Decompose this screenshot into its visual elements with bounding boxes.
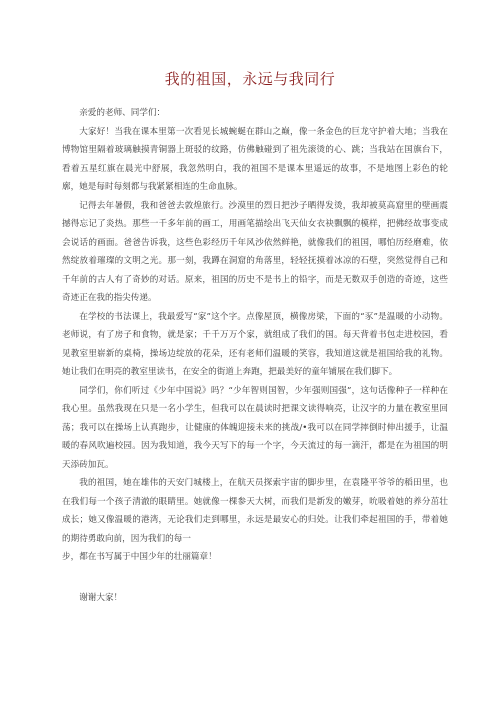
salutation: 亲爱的老师、同学们： <box>79 108 166 118</box>
paragraph-2: 记得去年暑假，我和爸爸去敦煌旅行。沙漠里的烈日把沙子晒得发烫，我却被莫高窟里的壁画震撼得忘记了炎热。那些一千多年前的画工，用画笔描绘出飞天仙女衣袂飘飘的模样，把佛经故事变成会说话的画面。爸爸告诉我，这些色彩经历千年风沙依然鲜艳，就像我们的祖国，哪怕历经磨难，依然绽放着璀璨的文明之光。那一刻，我蹲在洞窟的角落里，轻轻抚摸着冰凉的石壁，突然觉得自己和千年前的古人有了奇妙的对话。原来，祖国的历史不是书上的铅字，而是无数双手创造的奇迹，这些奇迹正在我的指尖传递。 <box>62 200 448 303</box>
paragraph-4: 同学们，你们听过《少年中国说》吗？“少年智则国智，少年强则国强”，这句话像种子一样种在我心里。虽然我现在只是一名小学生，但我可以在晨读时把课文读得响亮，让汉字的力量在教室里回荡；我可以在操场上认真跑步，让健康的体魄迎接未来的挑战/•我可以在同学摔倒时伸出援手，让温暖的春风吹遍校园。因为我知道，我今天写下的每一个字，今天流过的每一滴汗，都是在为祖国的明天添砖加瓦。 <box>62 385 448 470</box>
document-title: 我的祖国，永远与我同行 <box>164 70 336 88</box>
document-body <box>62 104 448 607</box>
paragraph-5: 我的祖国，她在雄伟的天安门城楼上，在航天员探索宇宙的脚步里，在袁隆平爷爷的稻田里，也在我们每一个孩子清澈的眼睛里。她就像一棵参天大树，而我们是新发的嫩芽，吮吸着她的养分茁壮成长；她又像温暖的港湾，无论我们走到哪里，永远是最安心的归处。让我们牵起祖国的手，带着她的期待勇敢向前，因为我们的每一 <box>62 478 448 544</box>
paragraph-5-continued: 步，都在书写属于中国少年的壮丽篇章！ <box>62 552 217 562</box>
closing-line: 谢谢大家！ <box>79 592 123 603</box>
paragraph-1: 大家好！当我在课本里第一次看见长城蜿蜒在群山之巅，像一条金色的巨龙守护着大地；当我在博物馆里隔着玻璃触摸青铜器上斑驳的纹路，仿佛触碰到了祖先滚烫的心、跳；当我站在国旗台下，看着五星红旗在晨光中舒展，我忽然明白，我的祖国不是课本里遥远的故事，不是地图上彩色的轮廓，她是每时每刻都与我紧紧相连的生命血脉。 <box>62 126 448 192</box>
paragraph-3: 在学校的书法课上，我最爱写“家”这个字。点像屋顶，横像房梁，下面的“豕”是温暖的小动物。老师说，有了房子和食物，就是家；千千万万个家，就组成了我们的国。每天背着书包走进校园，看见教室里崭新的桌椅，操场边绽放的花朵，还有老师们温暖的笑容，我知道这就是祖国给我的礼物。她让我们在明亮的教室里读书，在安全的街道上奔跑，把最美好的童年铺展在我们脚下。 <box>62 311 448 377</box>
